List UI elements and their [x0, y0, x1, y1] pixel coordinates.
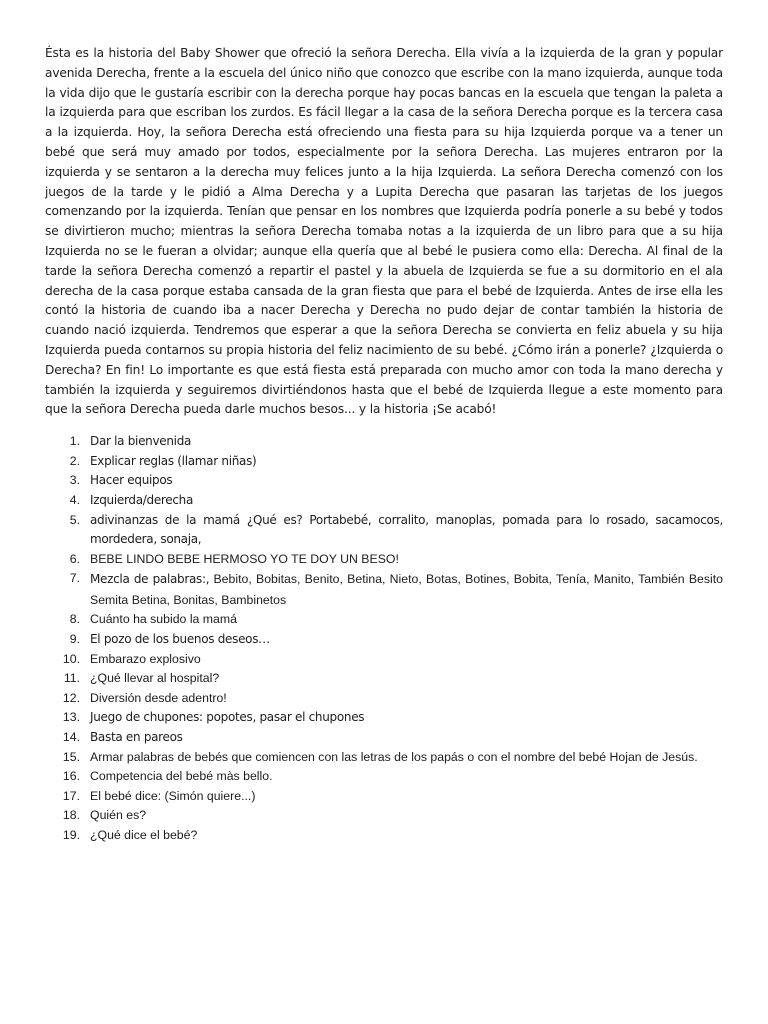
item-text: Competencia del bebé màs bello.	[90, 769, 273, 784]
item-text: El bebé dice: (Simón quiere...)	[90, 788, 256, 803]
list-item	[45, 748, 723, 768]
item-number: 6.	[69, 551, 80, 566]
item-text: ¿Qué dice el bebé?	[90, 828, 198, 843]
item-text: BEBE LINDO BEBE HERMOSO YO TE DOY UN BESO!	[90, 551, 399, 566]
item-number: 1.	[69, 434, 80, 449]
activity-list	[45, 432, 723, 845]
item-number: 18.	[62, 808, 80, 823]
item-text: Juego de chupones: popotes, pasar el chupones	[90, 710, 365, 725]
list-item	[45, 806, 723, 826]
document-page	[45, 44, 723, 846]
item-text: Embarazo explosivo	[90, 651, 201, 666]
list-item	[45, 650, 723, 670]
item-text: Explicar reglas (llamar niñas)	[90, 453, 257, 468]
list-item	[45, 550, 723, 570]
item-number: 17.	[62, 788, 80, 803]
list-item	[45, 471, 723, 491]
item-text: Armar palabras de bebés que comiencen con las letras de los papás o con el nombre del bebé Hojan de Jesús.	[90, 749, 698, 764]
item-number: 3.	[69, 473, 80, 488]
item-text-rest: Bebito, Bobitas, Benito, Betina, Nieto, Botas, Botines, Bobita, Tenía, Manito, También Besito Semita Betina, Bonitas, Bambinetos	[90, 572, 724, 607]
item-number: 19.	[62, 828, 80, 843]
item-number: 15.	[62, 749, 80, 764]
item-text: adivinanzas de la mamá ¿Qué es? Portabebé, corralito, manoplas, pomada para lo rosado, sacamocos, mordedera, sonaja,	[90, 512, 723, 547]
item-number: 14.	[62, 730, 80, 745]
item-number: 10.	[62, 651, 80, 666]
list-item	[45, 669, 723, 689]
item-number: 11.	[63, 671, 80, 686]
item-number: 4.	[69, 492, 80, 507]
item-number: 7.	[69, 571, 80, 586]
list-item	[45, 728, 723, 748]
item-text-lead: Mezcla de palabras:,	[90, 572, 210, 587]
list-item	[45, 689, 723, 709]
item-text: Basta en pareos	[90, 730, 183, 745]
list-item	[45, 432, 723, 452]
item-text: Quién es?	[90, 808, 147, 823]
list-item	[45, 452, 723, 472]
list-item	[45, 610, 723, 630]
list-item	[45, 826, 723, 846]
list-item	[45, 569, 723, 610]
story-paragraph: Ésta es la historia del Baby Shower que ofreció la señora Derecha. Ella vivía a la izquierda de la gran y popular avenida Derecha, frente a la escuela del único niño que conozco que escribe con la mano izquierda, aunque toda la vida dijo que le gustaría escribir con la derecha porque hay pocas bancas en la escuela que tengan la paleta a la izquierda para que escriban los zurdos. Es fácil llegar a la casa de la señora Derecha porque es la tercera casa a la izquierda. Hoy, la señora Derecha está ofreciendo una fiesta para su hija Izquierda porque va a tener un bebé que será muy amado por todos, especialmente por la señora Derecha. Las mujeres entraron por la izquierda y se sentaron a la derecha muy felices junto a la hija Izquierda. La señora Derecha comenzó con los juegos de la tarde y le pidió a Alma Derecha y a Lupita Derecha que pasaran las tarjetas de los juegos comenzando por la izquierda. Tenían que pensar en los nombres que Izquierda podría ponerle a su bebé y todos se divirtieron mucho; mientras la señora Derecha tomaba notas a la izquierda de un libro para que a su hija Izquierda no se le fueran a olvidar; aunque ella quería que al bebé le pusiera como ella: Derecha. Al final de la tarde la señora Derecha comenzó a repartir el pastel y la abuela de Izquierda se fue a su dormitorio en el ala derecha de la casa porque estaba cansada de la gran fiesta que para el bebé de Izquierda. Antes de irse ella les contó la historia de cuando iba a nacer Derecha y Derecha no pudo dejar de contar también la historia de cuando nació izquierda. Tendremos que esperar a que la señora Derecha se convierta en feliz abuela y su hija Izquierda pueda contarnos su propia historia del feliz nacimiento de su bebé. ¿Cómo irán a ponerle? ¿Izquierda o Derecha? En fin! Lo importante es que está fiesta está preparada con mucho amor con toda la mano derecha y también la izquierda y seguiremos divirtiéndonos hasta que el bebé de Izquierda llegue a este momento para que la señora Derecha pueda darle muchos besos... y la historia ¡Se acabó!	[45, 46, 723, 417]
item-text: Izquierda/derecha	[90, 492, 194, 507]
item-number: 16.	[62, 769, 80, 784]
item-text: Cuánto ha subido la mamá	[90, 612, 237, 627]
item-text: Hacer equipos	[90, 473, 173, 488]
item-number: 2.	[69, 453, 80, 468]
item-text	[90, 569, 723, 610]
item-number: 12.	[62, 690, 80, 705]
item-number: 5.	[69, 512, 80, 527]
item-number: 9.	[69, 632, 80, 647]
item-text: ¿Qué llevar al hospital?	[90, 671, 220, 686]
item-text: El pozo de los buenos deseos…	[90, 632, 270, 647]
list-item	[45, 708, 723, 728]
item-text: Diversión desde adentro!	[90, 690, 227, 705]
item-number: 13.	[62, 710, 80, 725]
item-text: Dar la bienvenida	[90, 434, 192, 449]
list-item	[45, 787, 723, 807]
list-item	[45, 511, 723, 550]
list-item	[45, 630, 723, 650]
list-item	[45, 767, 723, 787]
item-number: 8.	[69, 612, 80, 627]
list-item	[45, 491, 723, 511]
